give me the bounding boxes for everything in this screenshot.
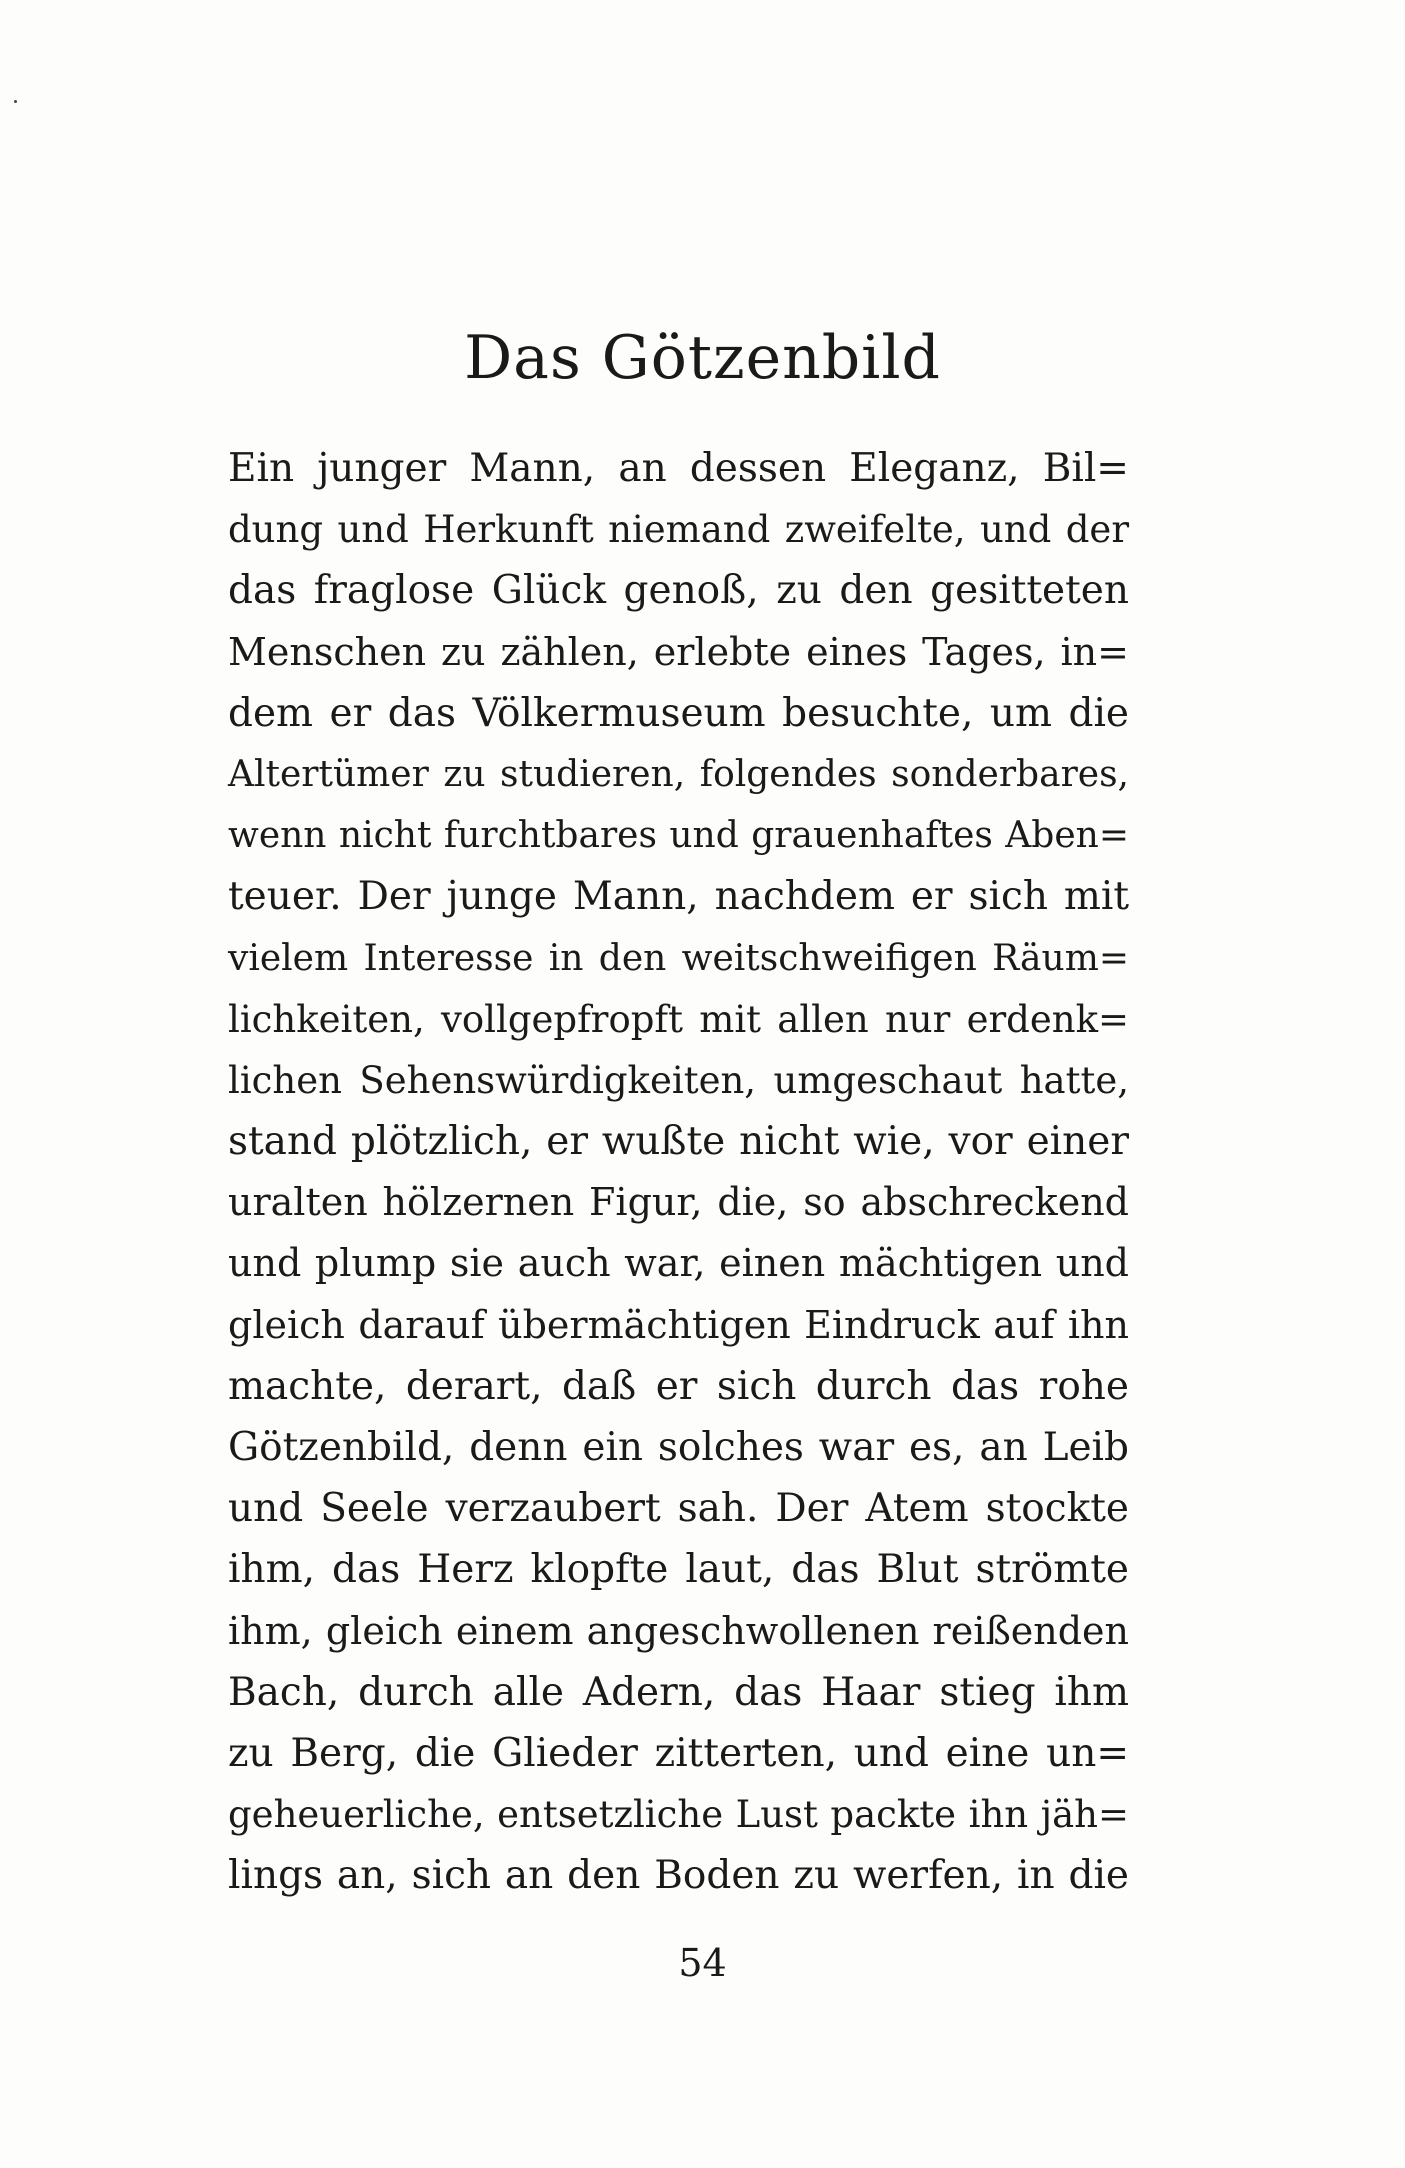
text-line: Altertümer zu studieren, folgendes sonderbares, [228, 753, 1129, 795]
body-text [228, 438, 1129, 1907]
text-line: dung und Herkunft niemand zweifelte, und der [228, 508, 1129, 552]
text-line: ihm, das Herz klopfte laut, das Blut strömte [228, 1547, 1129, 1593]
text-line: uralten hölzernen Figur, die, so abschreckend [228, 1180, 1129, 1225]
text-line: und plump sie auch war, einen mächtigen und [228, 1241, 1129, 1286]
text-line: zu Berg, die Glieder zitterten, und eine un= [228, 1730, 1129, 1776]
text-line: Bach, durch alle Adern, das Haar stieg ihm [228, 1669, 1129, 1715]
chapter-title: Das Götzenbild [464, 323, 941, 393]
text-line: ihm, gleich einem angeschwollenen reißenden [228, 1608, 1129, 1653]
scan-speck [14, 100, 17, 103]
text-line: stand plötzlich, er wußte nicht wie, vor einer [228, 1119, 1129, 1165]
text-line: machte, derart, daß er sich durch das rohe [228, 1363, 1129, 1409]
text-line: gleich darauf übermächtigen Eindruck auf ihn [228, 1302, 1129, 1347]
text-line: vielem Interesse in den weitschweifigen Räum= [228, 937, 1129, 979]
text-line: Ein junger Mann, an dessen Eleganz, Bil= [228, 446, 1129, 491]
page-number: 54 [678, 1941, 727, 1985]
text-line: wenn nicht furchtbares und grauenhaftes Aben= [228, 815, 1129, 857]
text-line: lichen Sehenswürdigkeiten, umgeschaut hatte, [228, 1058, 1129, 1102]
text-line: lichkeiten, vollgepfropft mit allen nur erdenk= [228, 997, 1129, 1041]
text-line: das fraglose Glück genoß, zu den gesitteten [228, 568, 1129, 614]
text-line: geheuerliche, entsetzliche Lust packte ihn jäh= [228, 1793, 1129, 1837]
text-line: Götzenbild, denn ein solches war es, an Leib [228, 1425, 1129, 1470]
text-line: Menschen zu zählen, erlebte eines Tages, in= [228, 629, 1129, 674]
text-line: teuer. Der junge Mann, nachdem er sich mit [228, 874, 1129, 920]
text-line: lings an, sich an den Boden zu werfen, in die [228, 1853, 1129, 1899]
text-line: dem er das Völkermuseum besuchte, um die [228, 690, 1129, 736]
text-line: und Seele verzaubert sah. Der Atem stockte [228, 1486, 1129, 1532]
